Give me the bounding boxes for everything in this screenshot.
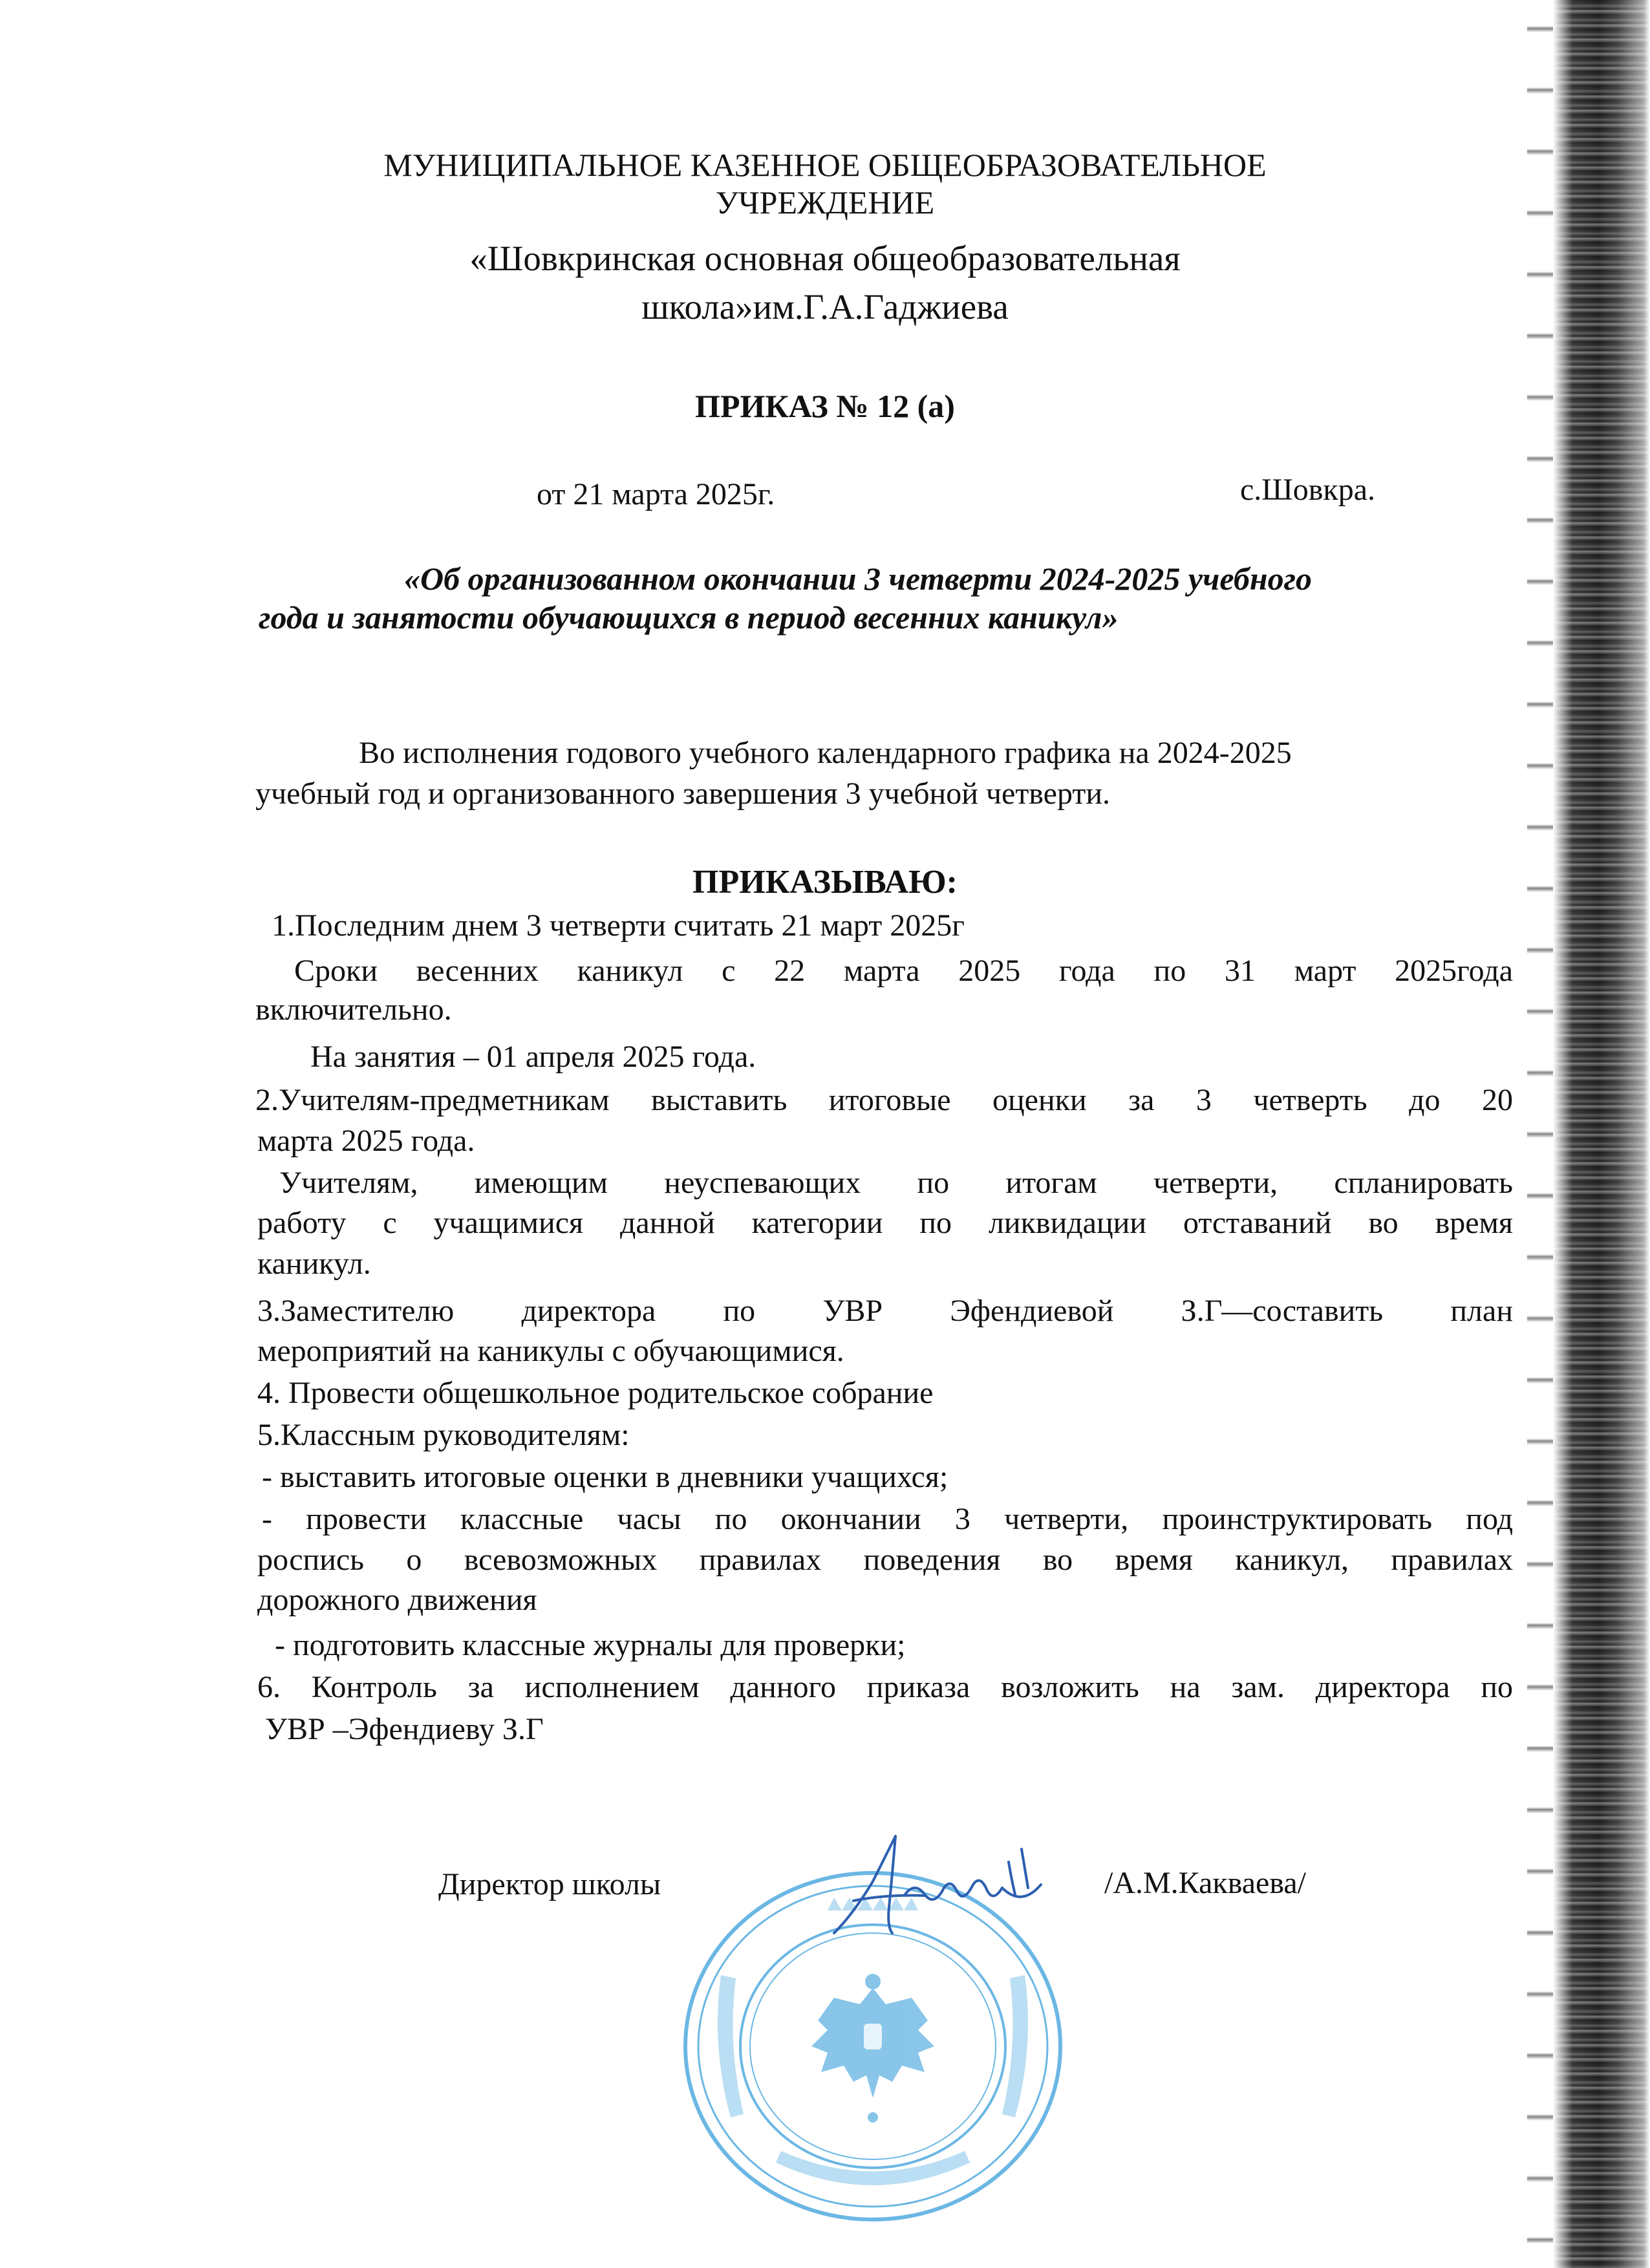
director-signature [828,1823,1047,1952]
org-name-line1: МУНИЦИПАЛЬНОЕ КАЗЕННОЕ ОБЩЕОБРАЗОВАТЕЛЬНОЕ [383,147,1267,183]
order-subject-line2: года и занятости обучающихся в период весенних каникул» [259,599,1119,636]
order-date: от 21 марта 2025г. [537,477,775,511]
item-1: 1.Последним днем 3 четверти считать 21 март 2025г [272,908,965,943]
item-1-holidays-cont: включительно. [255,992,452,1027]
school-name-line2: школа»им.Г.А.Гаджиева [641,287,1009,326]
eagle-emblem-icon [811,1974,934,2123]
signature-name: /А.М.Какваева/ [1104,1866,1306,1900]
directive-heading: ПРИКАЗЫВАЮ: [692,864,958,901]
item-2: 2.Учителям-предметникам выставить итоговые оценки за 3 четверть до 20 [255,1083,1513,1117]
scan-edge-artifact [1553,0,1650,2268]
item-2-teachers-cont2: каникул. [257,1246,371,1281]
item-5-journals: - подготовить классные журналы для проверки; [275,1628,906,1662]
item-2-teachers: Учителям, имеющим неуспевающих по итогам четверти, спланировать [279,1166,1513,1200]
item-2-cont: марта 2025 года. [257,1124,475,1158]
order-subject-line1: «Об организованном окончании 3 четверти 2024-2025 учебного [404,561,1312,597]
item-6: 6. Контроль за исполнением данного приказа возложить на зам. директора по [257,1670,1513,1704]
item-6-cont: УВР –Эфендиеву З.Г [265,1712,544,1746]
item-5-classhours: - провести классные часы по окончании 3 четверти, проинструктировать под [262,1502,1513,1536]
item-4: 4. Провести общешкольное родительское собрание [257,1376,934,1410]
item-3: 3.Заместителю директора по УВР Эфендиевой З.Г—составить план [257,1294,1513,1328]
org-name-line2: УЧРЕЖДЕНИЕ [715,184,935,220]
item-1-holidays: Сроки весенних каникул с 22 марта 2025 года по 31 март 2025года [294,954,1513,988]
signature-position: Директор школы [438,1867,661,1901]
preamble-line1: Во исполнения годового учебного календарного графика на 2024-2025 [359,736,1292,770]
item-1-classes-resume: На занятия – 01 апреля 2025 года. [310,1040,756,1074]
item-5-grades: - выставить итоговые оценки в дневники учащихся; [262,1460,948,1494]
order-title: ПРИКАЗ № 12 (а) [695,388,955,424]
item-5-classhours-cont2: дорожного движения [257,1583,537,1617]
scan-edge-shadow [1527,0,1553,2268]
school-name-line1: «Шовкринская основная общеобразовательная [469,239,1181,278]
item-2-teachers-cont1: работу с учащимися данной категории по ликвидации отставаний во время [257,1206,1513,1240]
item-5-classhours-cont1: роспись о всевозможных правилах поведения во время каникул, правилах [257,1543,1513,1577]
order-place: с.Шовкра. [1240,473,1376,507]
preamble-line2: учебный год и организованного завершения 3 учебной четверти. [255,776,1111,811]
item-3-cont: мероприятий на каникулы с обучающимися. [257,1334,844,1368]
item-5: 5.Классным руководителям: [257,1418,630,1452]
